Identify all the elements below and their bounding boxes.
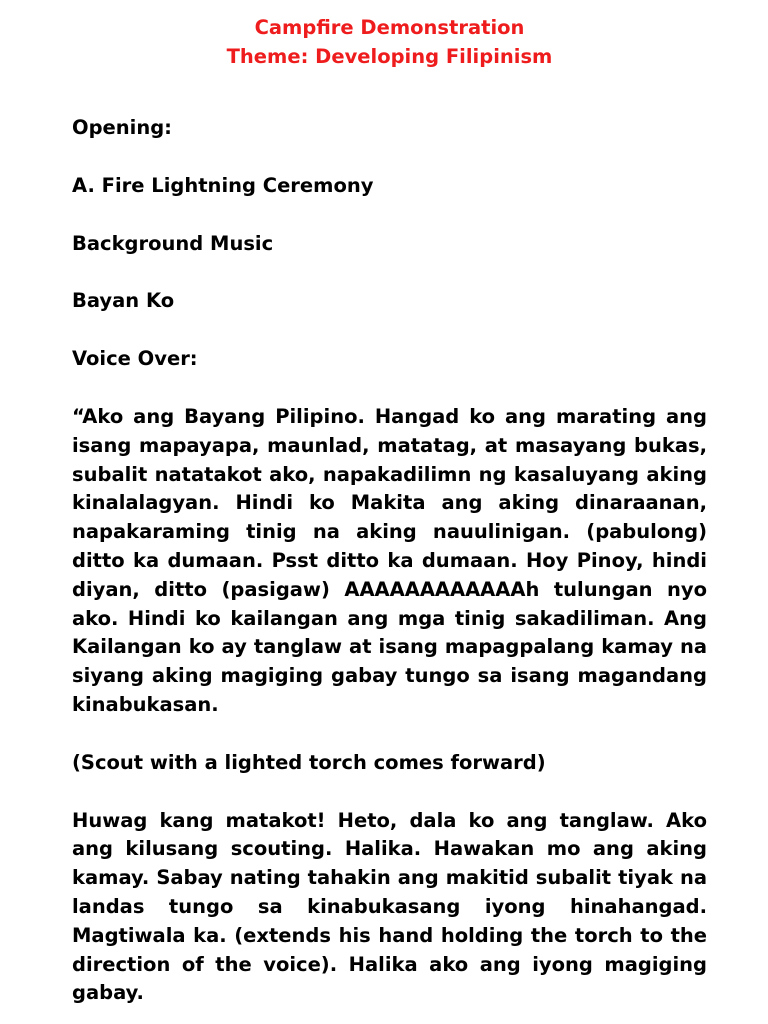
section-a-heading: A. Fire Lightning Ceremony <box>72 173 374 197</box>
document-theme: Theme: Developing Filipinism <box>226 44 553 68</box>
song-title: Bayan Ko <box>72 289 175 313</box>
voice-over-paragraph: “Ako ang Bayang Pilipino. Hangad ko ang marating ang isang mapayapa, maunlad, matatag, at masayang bukas, subalit natatakot ako, napakadilimn ng kasaluyang aking kinalalagyan. Hindi ko Makita ang aking dinaraanan, napakaraming tinig na aking nauulinigan. (pabulong) ditto ka dumaan. Psst ditto ka dumaan. Hoy Pinoy, hindi diyan, ditto (pasigaw) AAAAAAAAAAAAh tulungan nyo ako. Hindi ko kailangan ang mga tinig sakadiliman. Ang Kailangan ko ay tanglaw at isang mapagpalang kamay na siyang aking magiging gabay tungo sa isang magandang kinabukasan. <box>72 404 707 716</box>
spacer <box>72 720 707 749</box>
spacer <box>72 258 707 287</box>
voice-over-heading: Voice Over: <box>72 347 198 371</box>
document-title: Campfire Demonstration <box>254 16 525 39</box>
spacer <box>72 143 707 172</box>
scout-paragraph: Huwag kang matakot! Heto, dala ko ang tanglaw. Ako ang kilusang scouting. Halika. Hawakan mo ang aking kamay. Sabay nating tahakin ang makitid subalit tiyak na landas tungo sa kinabukasang iyong hinahangad. Magtiwala ka. (extends his hand holding the torch to the direction of the voice). Halika ako ang iyong magiging gabay. <box>72 808 707 1005</box>
opening-heading: Opening: <box>72 116 172 139</box>
spacer <box>72 778 707 807</box>
background-music-heading: Background Music <box>72 231 274 255</box>
document-page <box>72 14 707 1008</box>
spacer <box>72 316 707 345</box>
spacer <box>72 201 707 230</box>
spacer <box>72 374 707 403</box>
stage-direction: (Scout with a lighted torch comes forward) <box>72 750 546 774</box>
spacer <box>72 71 707 114</box>
